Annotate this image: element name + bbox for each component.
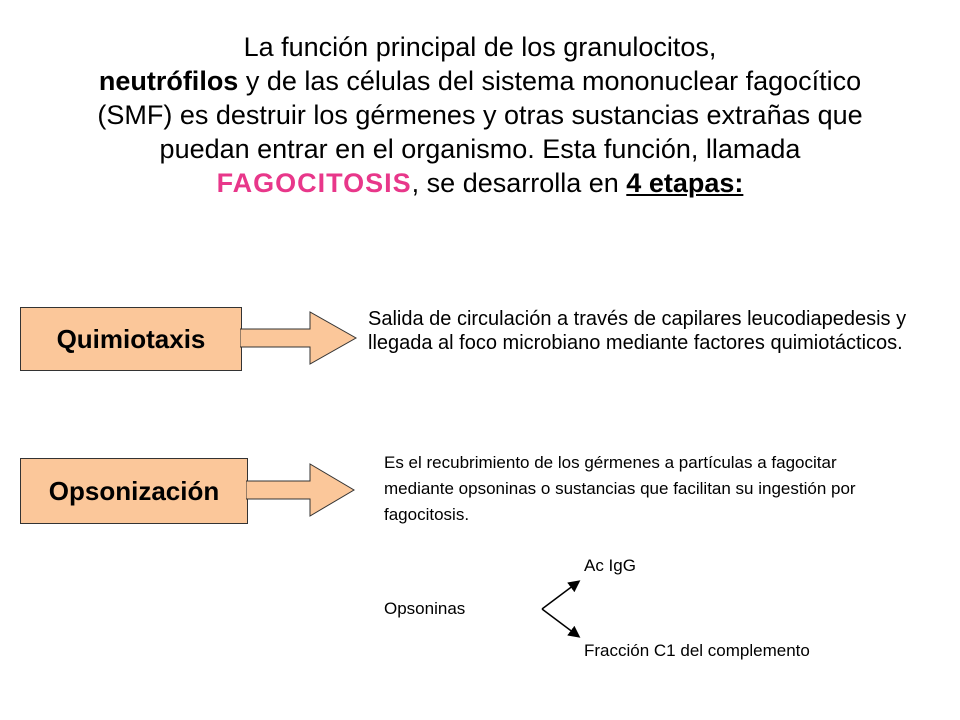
stage-desc-quimiotaxis: Salida de circulación a través de capilares leucodiapedesis y llegada al foco microbiano mediante factores quimiotácticos. [368,308,907,354]
stage-name-quimiotaxis: Quimiotaxis [56,323,206,354]
stage-box-opsonizacion [20,458,248,524]
keyword-fagocitosis: FAGOCITOSIS [216,168,412,198]
branch-fraccion-c1: Fracción C1 del complemento [584,641,810,660]
stage-name-opsonizacion: Opsonización [48,475,220,506]
intro-part2: y de las células del sistema mononuclear fagocítico (SMF) es destruir los gérmenes y otras sustancias extrañas que puedan entrar en el organismo. Esta función, llamada [97,66,863,164]
intro-part1: La función principal de los granulocitos, [243,32,717,62]
branch-ac-igg: Ac IgG [584,556,636,575]
intro-part3: , se desarrolla en [411,168,627,198]
arrow-right-icon [246,462,358,518]
opsoninas-label: Opsoninas [384,599,466,618]
arrow-right-icon [240,310,360,366]
keyword-etapas: 4 etapas: [626,168,744,198]
stage-desc-opsonizacion: Es el recubrimiento de los gérmenes a partículas a fagocitar mediante opsoninas o sustancias que facilitan su ingestión por fagocitosis. [384,453,856,524]
intro-paragraph [70,30,890,200]
branch-lines [538,578,588,640]
stage-box-quimiotaxis [20,307,242,371]
keyword-neutrofilos: neutrófilos [98,66,239,96]
